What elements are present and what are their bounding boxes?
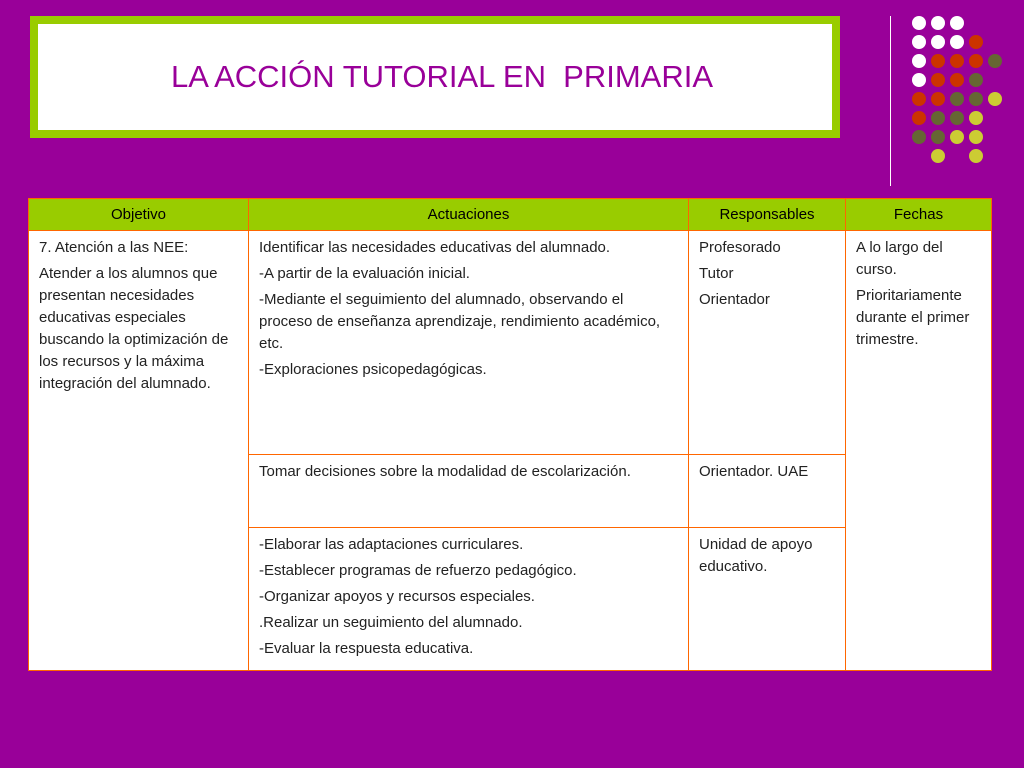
responsable-item: Tutor: [699, 265, 734, 282]
objetivo-text: Atender a los alumnos que presentan necesidades educativas especiales buscando la optimización de los recursos y la máxima integración del alumnado.: [39, 265, 229, 392]
decorative-dot: [950, 73, 964, 87]
page-title: LA ACCIÓN TUTORIAL EN PRIMARIA: [170, 59, 714, 94]
decorative-dot: [931, 35, 945, 49]
actuacion-item: Tomar decisiones sobre la modalidad de escolarización.: [259, 463, 631, 480]
header-objetivo: Objetivo: [29, 199, 249, 231]
title-frame: [30, 16, 840, 138]
decorative-dot: [950, 54, 964, 68]
fechas-cell: [846, 231, 992, 671]
actuaciones-cell: [249, 231, 689, 455]
decorative-dot: [912, 111, 926, 125]
decorative-dot: [969, 149, 983, 163]
decorative-dot: [950, 111, 964, 125]
objetivo-cell: [29, 231, 249, 671]
actuaciones-cell: [249, 455, 689, 528]
actuacion-item: Identificar las necesidades educativas del alumnado.: [259, 239, 611, 256]
header-actuaciones: Actuaciones: [249, 199, 689, 231]
responsable-item: Orientador: [699, 291, 770, 308]
decorative-dot: [931, 111, 945, 125]
decorative-dot: [950, 35, 964, 49]
actuacion-item: -Establecer programas de refuerzo pedagógico.: [259, 562, 577, 579]
objetivo-heading: 7. Atención a las NEE:: [39, 239, 189, 256]
decorative-dot: [969, 111, 983, 125]
decorative-dot: [931, 92, 945, 106]
decorative-dot: [912, 130, 926, 144]
actuaciones-cell: [249, 528, 689, 671]
responsable-item: Orientador. UAE: [699, 463, 809, 480]
actuacion-item: -Exploraciones psicopedagógicas.: [259, 361, 487, 378]
responsable-item: Unidad de apoyo educativo.: [699, 536, 813, 575]
decorative-dot: [912, 73, 926, 87]
decorative-dot: [912, 92, 926, 106]
divider-line: [890, 16, 891, 186]
tutorial-table: [28, 198, 992, 671]
responsables-cell: [689, 528, 846, 671]
decorative-dot: [969, 35, 983, 49]
responsables-cell: [689, 231, 846, 455]
responsables-cell: [689, 455, 846, 528]
title-box: [38, 24, 832, 130]
table-header-row: [29, 199, 992, 231]
header-responsables: Responsables: [689, 199, 846, 231]
fecha-item: Prioritariamente durante el primer trimestre.: [856, 287, 970, 348]
decorative-dot: [950, 130, 964, 144]
actuacion-item: -Elaborar las adaptaciones curriculares.: [259, 536, 524, 553]
decorative-dot: [988, 54, 1002, 68]
decorative-dot: [969, 92, 983, 106]
decorative-dot: [912, 16, 926, 30]
decorative-dot: [912, 54, 926, 68]
actuacion-item: -A partir de la evaluación inicial.: [259, 265, 470, 282]
fecha-item: A lo largo del curso.: [856, 239, 943, 278]
decorative-dot: [950, 92, 964, 106]
actuacion-item: -Mediante el seguimiento del alumnado, observando el proceso de enseñanza aprendizaje, rendimiento académico, etc.: [259, 291, 661, 352]
decorative-dot: [969, 73, 983, 87]
decorative-dot: [969, 130, 983, 144]
decorative-dot: [988, 92, 1002, 106]
responsable-item: Profesorado: [699, 239, 781, 256]
header-fechas: Fechas: [846, 199, 992, 231]
actuacion-item: -Evaluar la respuesta educativa.: [259, 640, 474, 657]
decorative-dot: [931, 73, 945, 87]
decorative-dot: [931, 54, 945, 68]
decorative-dot: [931, 130, 945, 144]
decorative-dot: [931, 16, 945, 30]
decorative-dot: [912, 35, 926, 49]
actuacion-item: .Realizar un seguimiento del alumnado.: [259, 614, 523, 631]
actuacion-item: -Organizar apoyos y recursos especiales.: [259, 588, 535, 605]
table-row: [29, 231, 992, 455]
decorative-dot: [950, 16, 964, 30]
decorative-dot: [969, 54, 983, 68]
decorative-dot: [931, 149, 945, 163]
